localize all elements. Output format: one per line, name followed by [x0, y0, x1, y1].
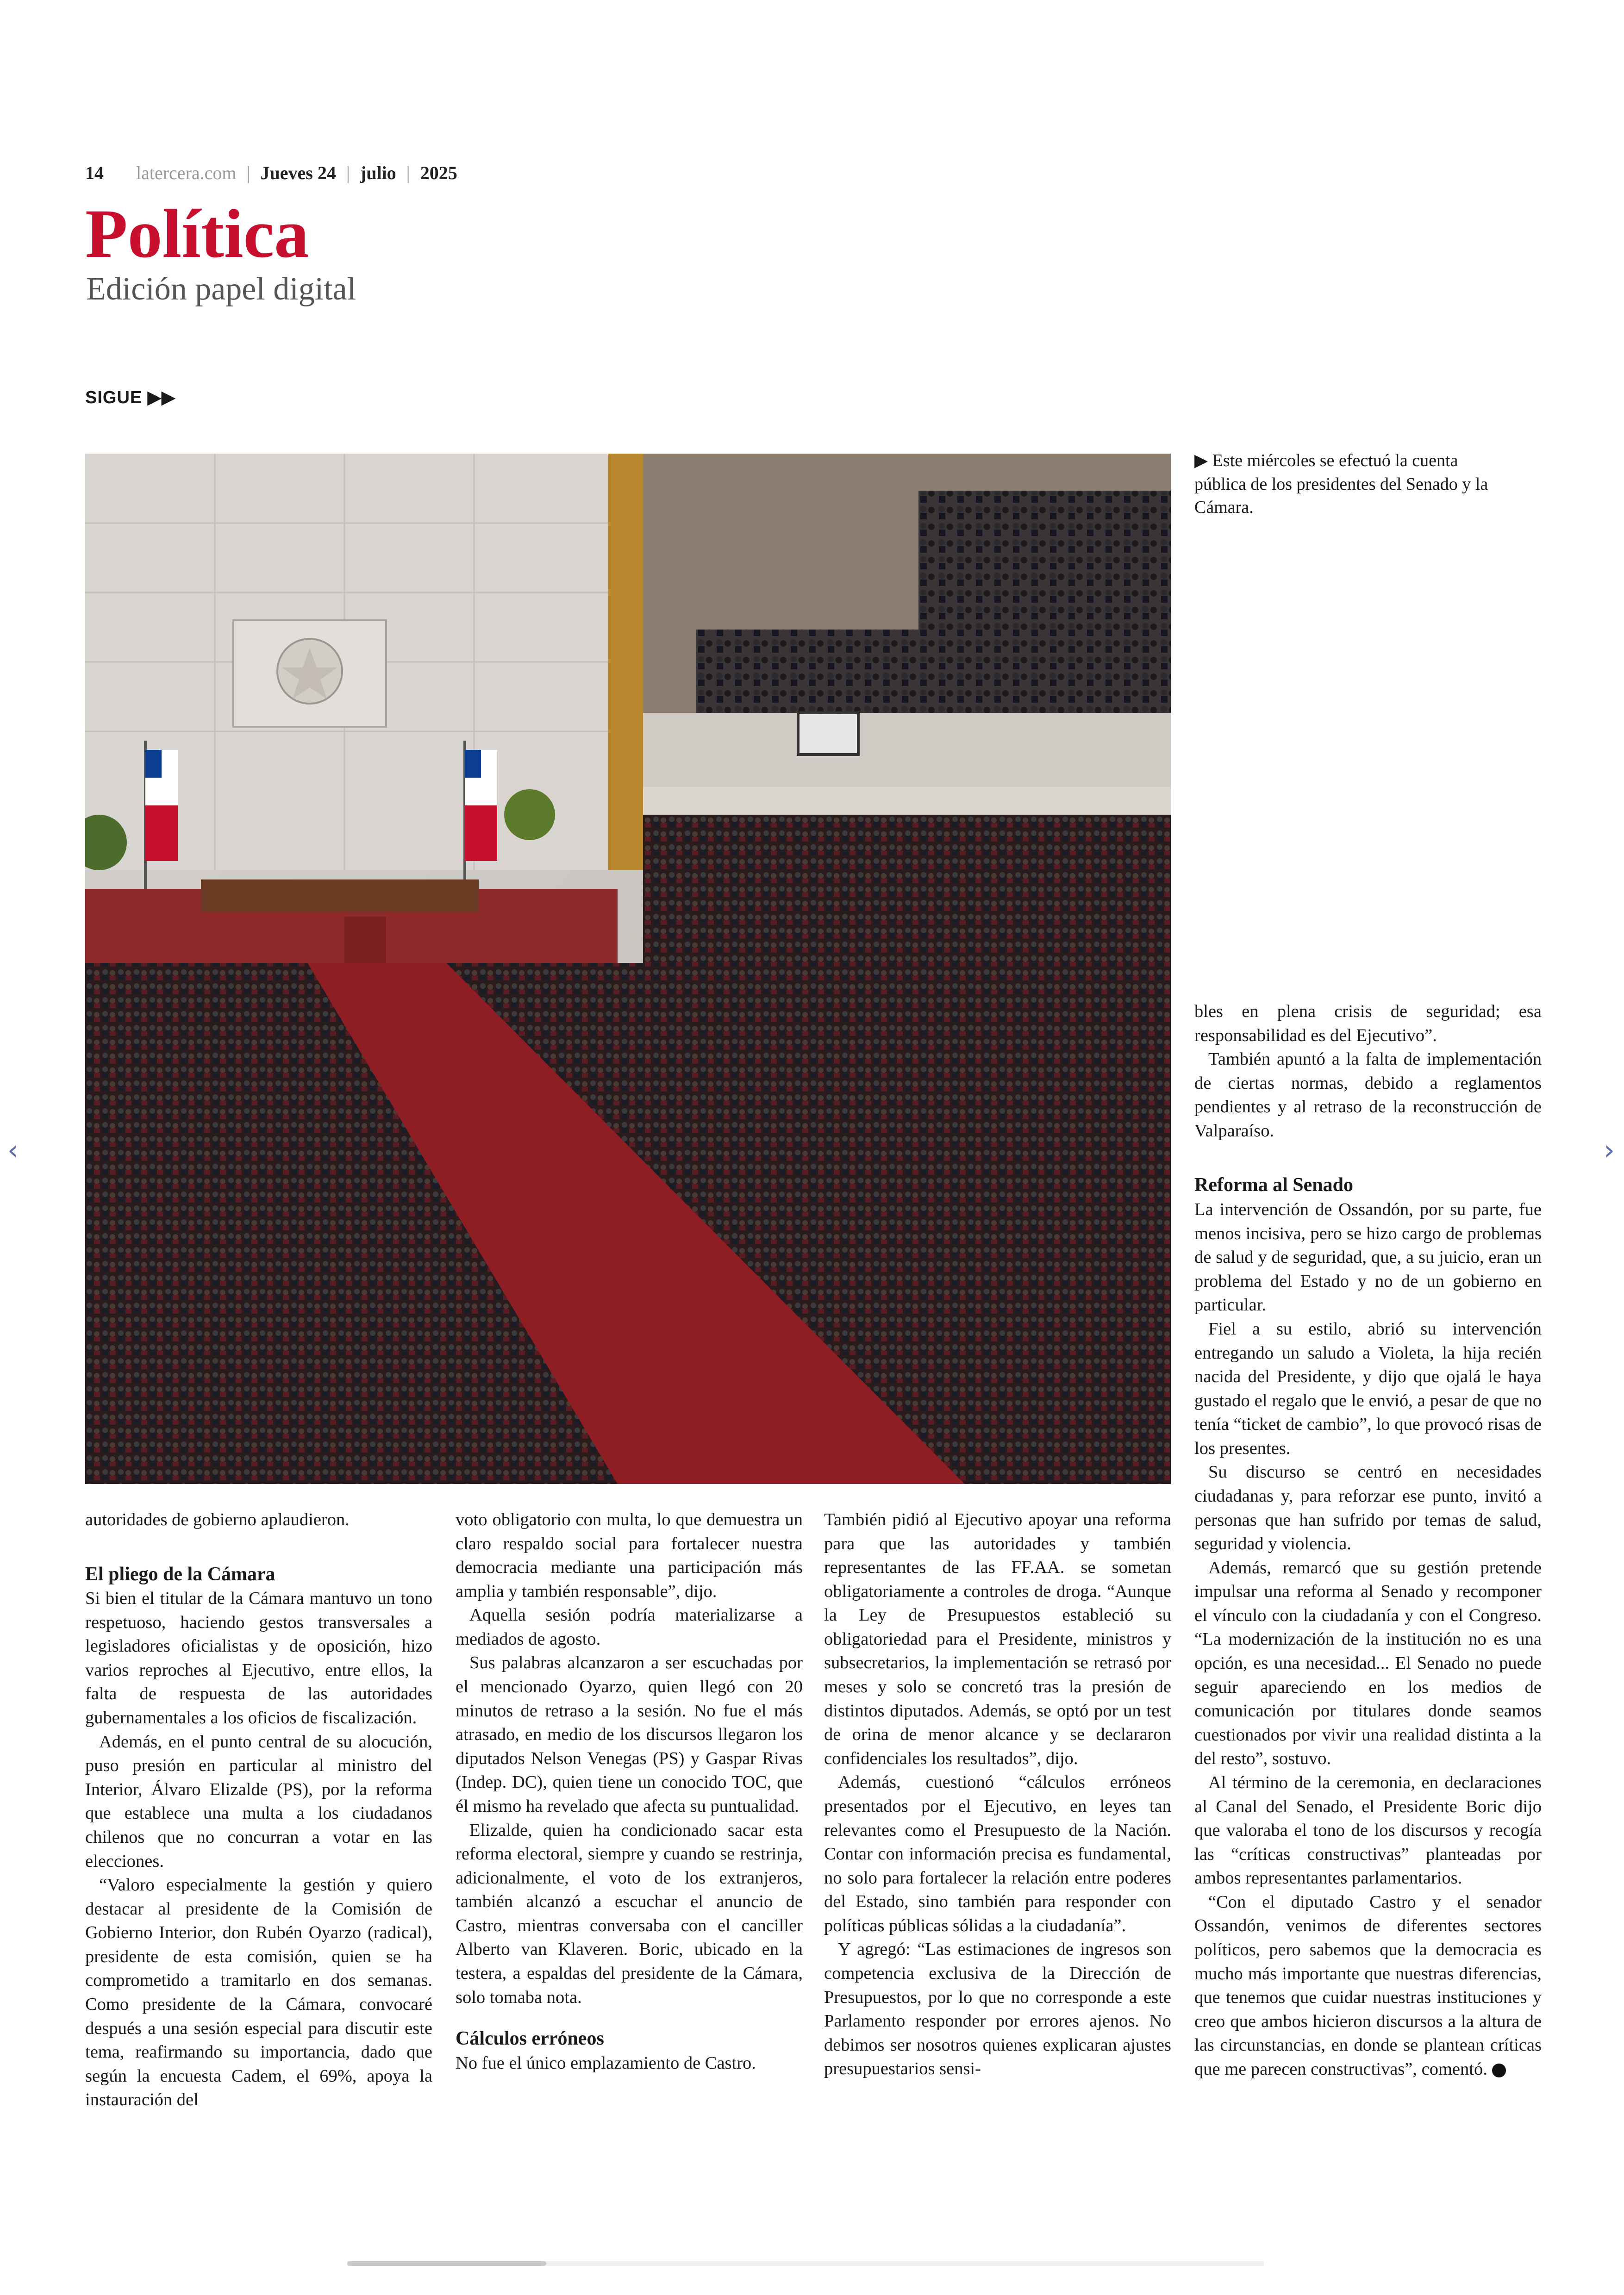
paragraph: Fiel a su estilo, abrió su intervención entregando un saludo a Violeta, la hija recién nacida del Presidente, y dijo que ojalá le haya gustado el regalo que le envió, a pesar de que no tenía “ticket de cambio”, lo que provocó risas de los presentes. [1194, 1319, 1542, 1458]
subheading: Reforma al Senado [1194, 1174, 1353, 1196]
article-column-4 [1194, 1000, 1542, 2081]
paragraph: La intervención de Ossandón, por su parte, fue menos incisiva, pero se hizo cargo de problemas de salud y de seguridad, que, a su juicio, eran un problema del Estado y no de un gobierno en particular. [1194, 1200, 1542, 1315]
end-of-article-icon [1492, 2064, 1506, 2077]
photo-caption: ▶ Este miércoles se efectuó la cuenta pública de los presidentes del Senado y la Cámara. [1194, 451, 1488, 518]
article-column-2 [456, 1508, 803, 2075]
paragraph: Además, cuestionó “cálculos erróneos presentados por el Ejecutivo, en leyes tan relevantes como el Presupuesto de la Nación. Contar con información precisa es fundamental, no solo para fortalecer la relación entre poderes del Estado, sino también para responder con políticas públicas sólidas a la ciudadanía”. [824, 1772, 1171, 1935]
header-month: julio [360, 162, 396, 183]
article-column-1 [85, 1508, 432, 2112]
page-header [85, 162, 457, 184]
paragraph: Al término de la ceremonia, en declaraciones al Canal del Senado, el Presidente Boric dijo que valoraba el tono de los discursos y recogía las “críticas constructivas” planteadas por ambos representantes parlamentarios. [1194, 1772, 1542, 1888]
chevron-right-icon[interactable]: › [1604, 1134, 1615, 1166]
chamber-photo [85, 454, 1171, 1484]
page-number: 14 [85, 162, 104, 183]
scroll-thumb[interactable] [347, 2261, 546, 2266]
paragraph: También apuntó a la falta de implementación de ciertas normas, debido a reglamentos pendientes y al retraso de la reconstrucción de Valparaíso. [1194, 1049, 1542, 1141]
chamber-photo-graphic [85, 454, 1171, 1484]
paragraph [1194, 1890, 1542, 2082]
header-day: Jueves 24 [260, 162, 336, 183]
subheading: El pliego de la Cámara [85, 1563, 275, 1585]
site-name[interactable]: latercera.com [136, 162, 237, 183]
section-title: Política [85, 195, 309, 272]
paragraph: Elizalde, quien ha condicionado sacar esta reforma electoral, siempre y cuando se restrinja, adicionalmente, el voto de los extranjeros, también alcanzó a escuchar el anuncio de Castro, mientras conversaba con el canciller Alberto van Klaveren. Boric, ubicado en la testera, a espaldas del presidente de la Cámara, solo tomaba nota. [456, 1820, 803, 2007]
paragraph: Su discurso se centró en necesidades ciudadanas y, para reforzar ese punto, invitó a personas que han sufrido por temas de salud, seguridad y violencia. [1194, 1462, 1542, 1554]
paragraph: Además, remarcó que su gestión pretende impulsar una reforma al Senado y recomponer el vínculo con la ciudadanía y con el Congreso. “La modernización de la institución no es una opción, es una necesidad... El Senado no puede seguir apareciendo en los medios de comunicación por titulares donde seamos cuestionados por vivir una realidad distinta a la del resto”, sostuvo. [1194, 1558, 1542, 1769]
paragraph: También pidió al Ejecutivo apoyar una reforma para que las autoridades y también representantes de las FF.AA. se sometan obligatoriamente a controles de droga. “Aunque la Ley de Presupuestos estableció su obligatoriedad para el Presidente, ministros y subsecretarios, la implementación se retrasó por meses y solo se concretó tras la presión de distintos diputados. Además, se optó por un test de orina de menor alcance y se declararon confidenciales los resultados”, dijo. [824, 1510, 1171, 1768]
section-subtitle: Edición papel digital [86, 271, 356, 307]
subheading: Cálculos erróneos [456, 2028, 604, 2050]
paragraph: voto obligatorio con multa, lo que demuestra un claro respaldo social para fortalecer nuestra democracia mediante una participación más amplia y también responsable”, dijo. [456, 1510, 803, 1601]
coat-of-arms [233, 620, 386, 727]
paragraph: “Valoro especialmente la gestión y quiero destacar al presidente de la Comisión de Gobierno Interior, don Rubén Oyarzo (radical), presidente de esta comisión, quien se ha comprometido a tramitarlo en dos semanas. Como presidente de la Cámara, convocaré después a una sesión especial para discutir este tema, reafirmando su importancia, dado que según la encuesta Cadem, el 69%, apoya la instauración del [85, 1875, 432, 2110]
header-year: 2025 [420, 162, 457, 183]
paragraph: bles en plena crisis de seguridad; esa responsabilidad es del Ejecutivo”. [1194, 1002, 1542, 1045]
continued-marker: SIGUE ▶▶ [85, 388, 176, 407]
header-separator: | [246, 162, 250, 183]
paragraph: Si bien el titular de la Cámara mantuvo un tono respetuoso, haciendo gestos transversales a legisladores oficialistas y de oposición, hizo varios reproches al Ejecutivo, entre ellos, la falta de respuesta de las autoridades gubernamentales a los oficios de fiscalización. [85, 1589, 432, 1728]
header-separator: | [346, 162, 350, 183]
paragraph: Sus palabras alcanzaron a ser escuchadas por el mencionado Oyarzo, quien llegó con 20 minutos de retraso a la sesión. No fue el más atrasado, en medio de los discursos llegaron los diputados Nelson Venegas (PS) y Gaspar Rivas (Indep. DC), quien tiene un conocido TOC, que él mismo ha revelado que afecta su puntualidad. [456, 1653, 803, 1816]
paragraph: Aquella sesión podría materializarse a mediados de agosto. [456, 1605, 803, 1649]
paragraph-text: “Con el diputado Castro y el senador Ossandón, venimos de diferentes sectores políticos, pero sabemos que la democracia es mucho más importante que nuestras diferencias, que tenemos que cuidar nuestras instituciones y creo que ambos hicieron discursos a la altura de las circunstancias, en donde se plantean críticas que me parecen constructivas”, comentó. [1194, 1892, 1542, 2079]
paragraph: Y agregó: “Las estimaciones de ingresos son competencia exclusiva de la Dirección de Presupuestos, por lo que no corresponde a este Parlamento responder por errores ajenos. No debimos ser nosotros quienes explicaran ajustes presupuestarios sensi- [824, 1940, 1171, 2079]
article-column-3 [824, 1508, 1171, 2081]
chevron-left-icon[interactable]: ‹ [7, 1134, 19, 1166]
paragraph: No fue el único emplazamiento de Castro. [456, 2053, 756, 2073]
paragraph: autoridades de gobierno aplaudieron. [85, 1510, 350, 1529]
paragraph: Además, en el punto central de su alocución, puso presión en particular al ministro del Interior, Álvaro Elizalde (PS), por la reforma que establece una multa a los ciudadanos chilenos que no concurran a votar en las elecciones. [85, 1732, 432, 1871]
header-separator: | [406, 162, 410, 183]
